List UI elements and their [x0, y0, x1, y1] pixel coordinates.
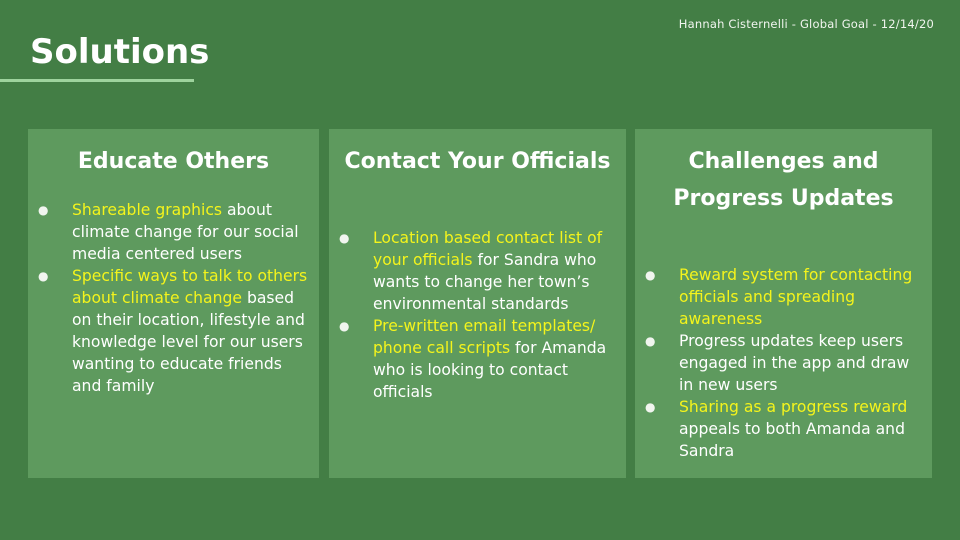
list-item — [339, 227, 616, 315]
bullet-list — [645, 264, 922, 462]
header-meta: Hannah Cisternelli - Global Goal - 12/14/20 — [678, 17, 934, 31]
list-item — [645, 330, 922, 396]
card-title: Challenges and Progress Updates — [673, 149, 894, 211]
highlight-text: Pre-written email templates/ phone call scripts — [373, 317, 596, 357]
card-educate-others — [28, 129, 319, 478]
list-item — [645, 396, 922, 462]
card-challenges-progress — [635, 129, 932, 478]
list-item — [339, 315, 616, 403]
highlight-text: Shareable graphics — [72, 201, 223, 219]
list-item — [645, 264, 922, 330]
list-item — [38, 265, 309, 397]
body-text: about climate change for our social media centered users — [72, 201, 299, 263]
highlight-text: Location based contact list of your officials — [373, 229, 603, 269]
body-text: for Amanda who is looking to contact officials — [373, 339, 607, 401]
page-title: Solutions — [30, 32, 210, 72]
card-contact-officials — [329, 129, 626, 478]
highlight-text: Sharing as a progress reward — [679, 398, 908, 416]
card-title: Contact Your Officials — [344, 149, 611, 174]
highlight-text: Reward system for contacting officials and spreading awareness — [679, 266, 913, 328]
body-text: Progress updates keep users engaged in the app and draw in new users — [679, 332, 910, 394]
bullet-list — [38, 199, 309, 397]
body-text: appeals to both Amanda and Sandra — [679, 420, 905, 460]
bullet-list — [339, 227, 616, 403]
card-title: Educate Others — [77, 149, 270, 174]
title-underline — [0, 79, 194, 82]
body-text: for Sandra who wants to change her town’s environmental standards — [373, 251, 597, 313]
body-text: based on their location, lifestyle and knowledge level for our users wanting to educate friends and family — [72, 289, 305, 395]
highlight-text: Specific ways to talk to others about climate change — [72, 267, 308, 307]
list-item — [38, 199, 309, 265]
